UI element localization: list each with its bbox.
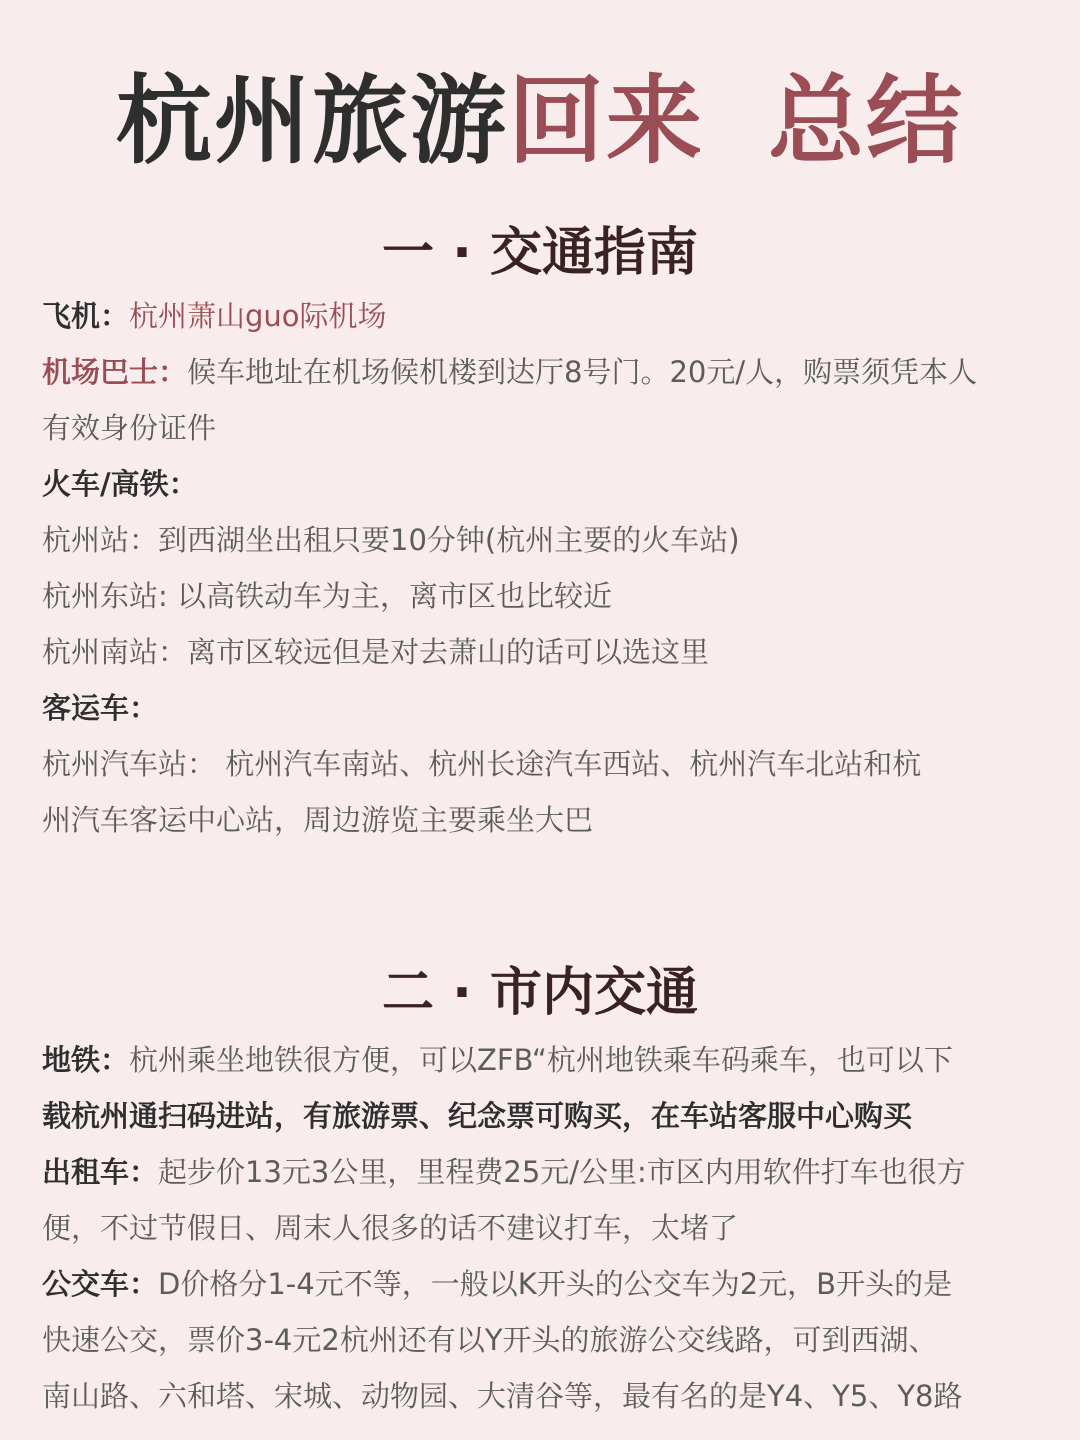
airport-bus-line-2: 有效身份证件 — [42, 411, 217, 445]
metro-text-1: 杭州乘坐地铁很方便，可以ZFB“杭州地铁乘车码乘车，也可以下 — [129, 1043, 953, 1077]
airport-bus-line-1 — [42, 344, 1038, 400]
metro-label: 地铁： — [42, 1043, 130, 1077]
section-heading-city-transport: 二 · 市内交通 — [382, 963, 698, 1023]
main-title — [42, 0, 1038, 176]
coach-label: 客运车： — [42, 691, 159, 725]
taxi-label: 出租车： — [42, 1155, 159, 1189]
train-station-hangzhou-east: 杭州东站: 以高铁动车为主，离市区也比较近 — [42, 579, 612, 613]
bus-line-3: 南山路、六和塔、宋城、动物园、大清谷等，最有名的是Y4、Y5、Y8路 — [42, 1379, 963, 1413]
taxi-line-1 — [42, 1144, 1038, 1200]
coach-label-line — [42, 680, 1038, 736]
train-station-hangzhou: 杭州站：到西湖坐出租只要10分钟(杭州主要的火车站) — [42, 523, 740, 557]
train-station-hangzhou-south: 杭州南站：离市区较远但是对去萧山的话可以选这里 — [42, 635, 710, 669]
bus-text-1: D价格分1-4元不等，一般以K开头的公交车为2元，B开头的是 — [158, 1267, 953, 1301]
plane-line — [42, 288, 1038, 344]
taxi-text-1: 起步价13元3公里，里程费25元/公里:市区内用软件打车也很方 — [158, 1155, 966, 1189]
bus-label: 公交车： — [42, 1267, 159, 1301]
airport-bus-text-1: 候车地址在机场候机楼到达厅8号门。20元/人，购票须凭本人 — [187, 355, 978, 389]
coach-line-1: 杭州汽车站： 杭州汽车南站、杭州长途汽车西站、杭州汽车北站和杭 — [42, 747, 922, 781]
bus-line-2: 快速公交，票价3-4元2杭州还有以Y开头的旅游公交线路，可到西湖、 — [42, 1323, 938, 1357]
main-title-part1: 杭州旅游 — [116, 65, 508, 177]
main-title-part2: 回来 — [508, 65, 704, 177]
main-title-part3: 总结 — [768, 65, 964, 177]
plane-value: 杭州萧山guo际机场 — [129, 299, 387, 333]
airport-bus-label: 机场巴士： — [42, 355, 188, 389]
metro-line-2 — [42, 1088, 1038, 1144]
plane-label: 飞机： — [42, 299, 130, 333]
metro-line-1 — [42, 1032, 1038, 1088]
section-heading-transport-guide: 一 · 交通指南 — [382, 223, 698, 283]
train-label-line — [42, 456, 1038, 512]
bus-line-1 — [42, 1256, 1038, 1312]
train-label: 火车/高铁： — [42, 467, 198, 501]
coach-line-2: 州汽车客运中心站，周边游览主要乘坐大巴 — [42, 803, 594, 837]
metro-text-2: 载杭州通扫码进站，有旅游票、纪念票可购买，在车站客服中心购买 — [42, 1099, 913, 1133]
taxi-line-2: 便，不过节假日、周末人很多的话不建议打车，太堵了 — [42, 1211, 739, 1245]
